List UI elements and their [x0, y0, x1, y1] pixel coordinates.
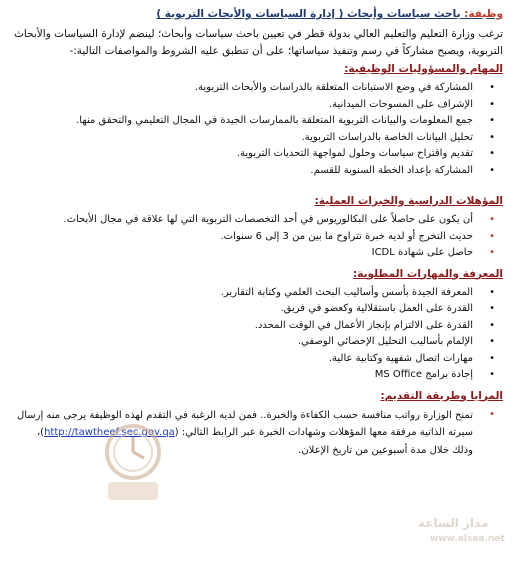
bullet-icon: • — [489, 303, 495, 314]
bullet-icon: • — [489, 148, 495, 159]
list-item: • المشاركة في وضع الاستبانات المتعلقة بالدراسات والأبحاث التربوية. — [14, 80, 479, 97]
watermark-brand: مدار الساعة — [418, 516, 489, 530]
list-item: • الإشراف على المسوحات الميدانية. — [14, 97, 479, 114]
job-ad-document — [14, 4, 503, 459]
bullet-icon: • — [489, 319, 495, 331]
intro-paragraph: ترغب وزارة التعليم والتعليم العالي بدولة قطر في تعيين باحث سياسات وأبحاث؛ لينضم لإدارة السياسات والأبحاث التربوية، ويصبح مشاركاً في رسم وتنفيذ سياساتها؛ على أن تنطبق عليه الشروط والمواصفات التالية:- — [14, 28, 503, 57]
duties-list — [14, 80, 503, 179]
benefits-list — [14, 407, 503, 460]
list-item — [14, 407, 495, 460]
list-item: • القدرة على الالتزام بإنجاز الأعمال في الوقت المحدد. — [14, 318, 479, 335]
bullet-icon: • — [489, 336, 495, 347]
job-title — [14, 6, 503, 22]
list-item: • القدرة على العمل باستقلالية وكعضو في فريق. — [14, 301, 479, 318]
list-item: • حاصل على شهادة ICDL — [14, 245, 479, 262]
job-title-lead: وظيفة: — [464, 8, 503, 20]
list-item: • المشاركة بإعداد الخطة السنوية للقسم. — [14, 163, 479, 180]
qualifications-heading: المؤهلات الدراسية والخبرات العملية: — [314, 195, 503, 207]
list-item: • أن يكون على حاصلاً على البكالوريوس في أحد التخصصات التربوية التي لها علاقة في مجال الأبحاث. — [14, 212, 479, 229]
bullet-icon: • — [489, 352, 495, 364]
list-item: • تقديم واقتراح سياسات وحلول لمواجهة التحديات التربوية. — [14, 146, 479, 163]
list-item: • الإلمام بأساليب التحليل الإحصائي الوصفي. — [14, 334, 479, 351]
bullet-icon: • — [489, 82, 495, 93]
list-item: • المعرفة الجيدة بأسس وأساليب البحث العلمي وكتابة التقارير. — [14, 285, 479, 302]
list-item: • جمع المعلومات والبيانات التربوية المتعلقة بالممارسات الجيدة في المجال التعليمي والتحقق منها. — [14, 113, 479, 130]
clock-watermark-icon — [98, 420, 168, 510]
bullet-icon: • — [489, 98, 495, 110]
duties-heading: المهام والمسؤوليات الوظيفية: — [344, 63, 503, 75]
bullet-icon: • — [489, 214, 495, 225]
list-item: • إجادة برامج MS Office — [14, 367, 479, 384]
bullet-icon: • — [489, 408, 495, 420]
benefits-heading: المزايا وطريقة التقديم: — [380, 389, 503, 402]
bullet-icon: • — [489, 247, 495, 258]
bullet-icon: • — [489, 286, 495, 298]
apply-text: تمنح الوزارة رواتب منافسة حسب الكفاءة والخبرة.. فمن لديه الرغبة في التقدم لهذه الوظيفة يرجى منه إرسال سيرته الذاتية مرفقة معها المؤهلات وشهادات الخبرة عبر الرابط التالي: (http://tawtheef.sec.gov.qa)، وذلك خلال مدة أسبوعين من تاريخ الإعلان. — [16, 409, 473, 456]
bullet-icon: • — [489, 230, 495, 242]
list-item: • تحليل البيانات الخاصة بالدراسات التربوية. — [14, 130, 479, 147]
bullet-icon: • — [489, 131, 495, 143]
qualifications-list — [14, 212, 503, 262]
bullet-icon: • — [489, 164, 495, 176]
apply-link[interactable]: http://tawtheef.sec.gov.qa — [44, 427, 175, 438]
list-item: • مهارات اتصال شفهية وكتابية عالية. — [14, 351, 479, 368]
watermark-site: www.alsaa.net — [430, 534, 505, 544]
skills-list — [14, 285, 503, 384]
job-title-text: باحث سياسات وأبحاث ( إدارة السياسات والأبحاث التربوية ) — [156, 8, 465, 20]
bullet-icon: • — [489, 115, 495, 126]
list-item: • حديث التخرج أو لديه خبرة تتراوح ما بين من 3 إلى 6 سنوات. — [14, 229, 479, 246]
bullet-icon: • — [489, 369, 495, 380]
skills-heading: المعرفة والمهارات المطلوبة: — [353, 267, 503, 280]
